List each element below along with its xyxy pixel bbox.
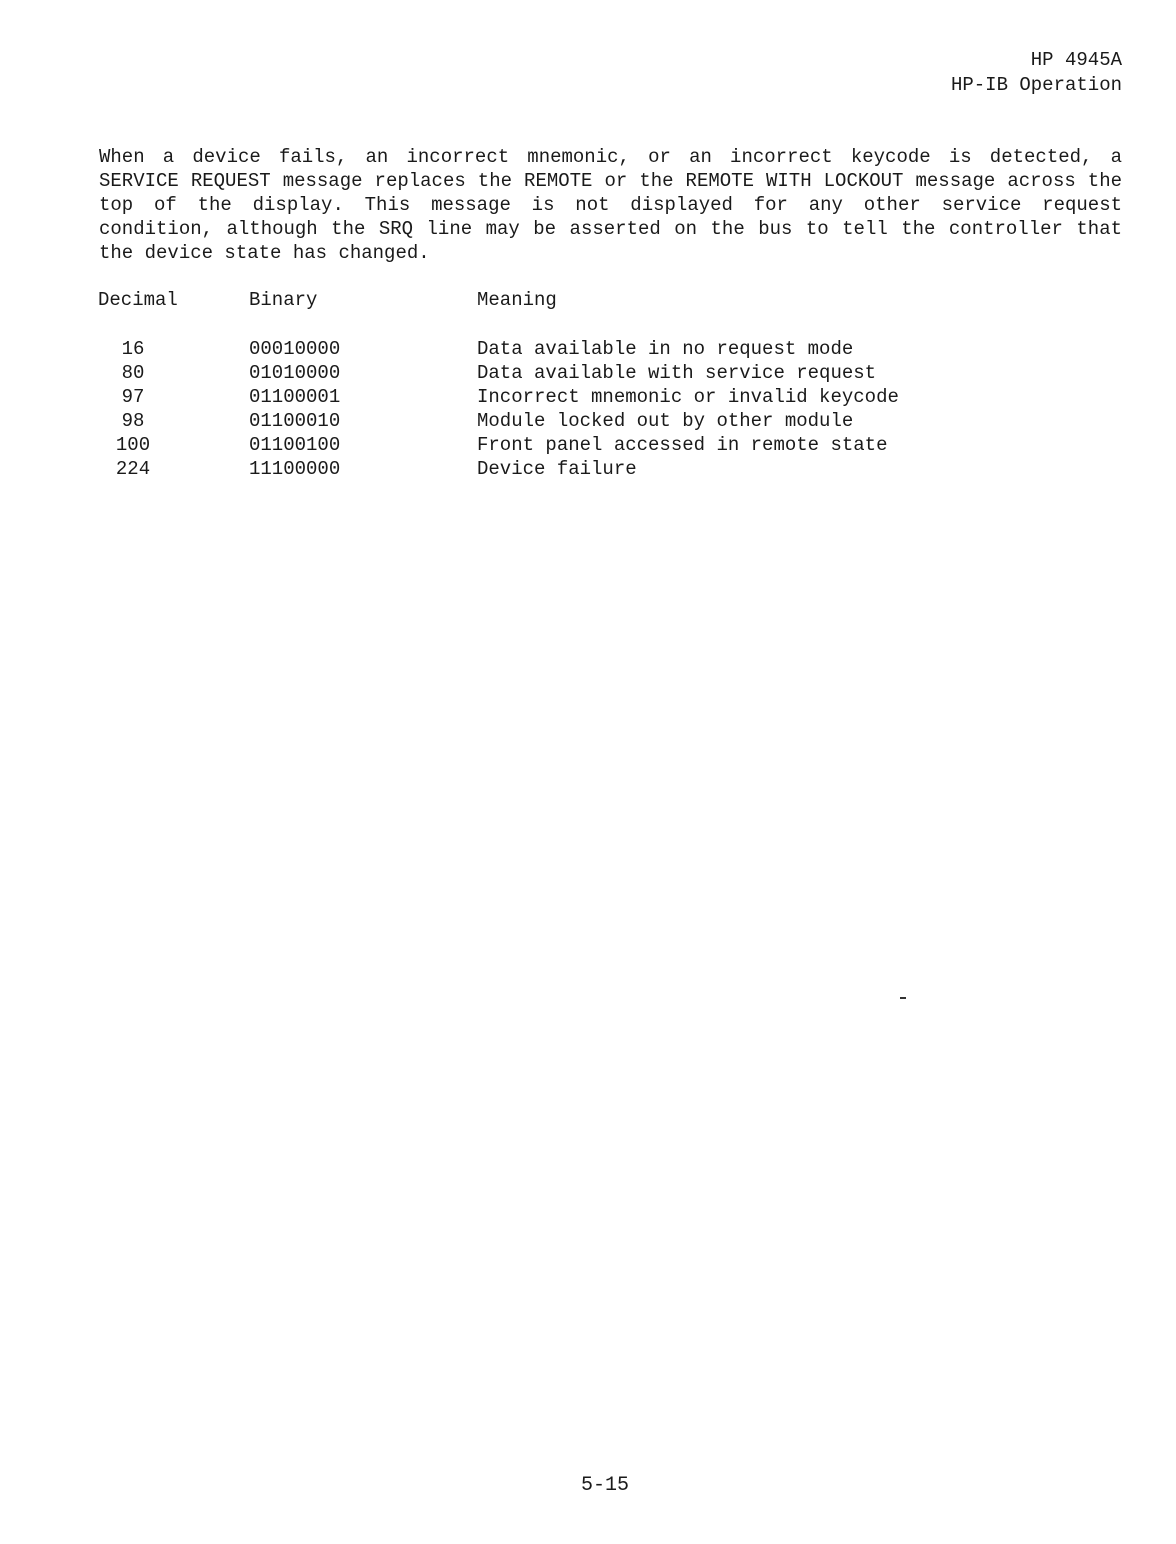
- header-section: HP-IB Operation: [950, 74, 1122, 96]
- meaning-cell: Front panel accessed in remote state: [477, 434, 888, 456]
- meaning-cell: Data available in no request mode: [477, 338, 854, 360]
- column-header-binary: Binary: [249, 289, 318, 311]
- column-header-meaning: Meaning: [477, 289, 557, 311]
- meaning-cell: Incorrect mnemonic or invalid keycode: [477, 386, 899, 408]
- scan-speck: [900, 997, 906, 999]
- table-row: [0, 409, 1176, 433]
- table-row: [0, 361, 1176, 385]
- binary-cell: 01100001: [249, 386, 341, 408]
- table-row: [0, 337, 1176, 361]
- binary-cell: 01100100: [249, 434, 341, 456]
- binary-cell: 00010000: [249, 338, 341, 360]
- page-header: [951, 48, 1122, 98]
- page-number: 5-15: [580, 1474, 629, 1497]
- column-header-decimal: Decimal: [98, 289, 178, 311]
- meaning-cell: Data available with service request: [477, 362, 877, 384]
- body-paragraph: When a device fails, an incorrect mnemonic, or an incorrect keycode is detected, a SERVICE REQUEST message replaces the REMOTE or the REMOTE WITH LOCKOUT message across the top of the display. This message is not displayed for any other service request condition, although the SRQ line may be asserted on the bus to tell the controller that the device state has changed.: [99, 146, 1122, 264]
- table-row: [0, 457, 1176, 481]
- header-model: HP 4945A: [1030, 49, 1122, 71]
- decimal-cell: 16: [121, 338, 145, 360]
- decimal-cell: 97: [121, 386, 145, 408]
- decimal-cell: 224: [115, 458, 151, 480]
- table-row: [0, 385, 1176, 409]
- decimal-cell: 80: [121, 362, 145, 384]
- table-row: [0, 433, 1176, 457]
- binary-cell: 01010000: [249, 362, 341, 384]
- status-code-table: [0, 337, 1176, 481]
- decimal-cell: 100: [115, 434, 151, 456]
- binary-cell: 11100000: [249, 458, 341, 480]
- meaning-cell: Module locked out by other module: [477, 410, 854, 432]
- decimal-cell: 98: [121, 410, 145, 432]
- binary-cell: 01100010: [249, 410, 341, 432]
- meaning-cell: Device failure: [477, 458, 637, 480]
